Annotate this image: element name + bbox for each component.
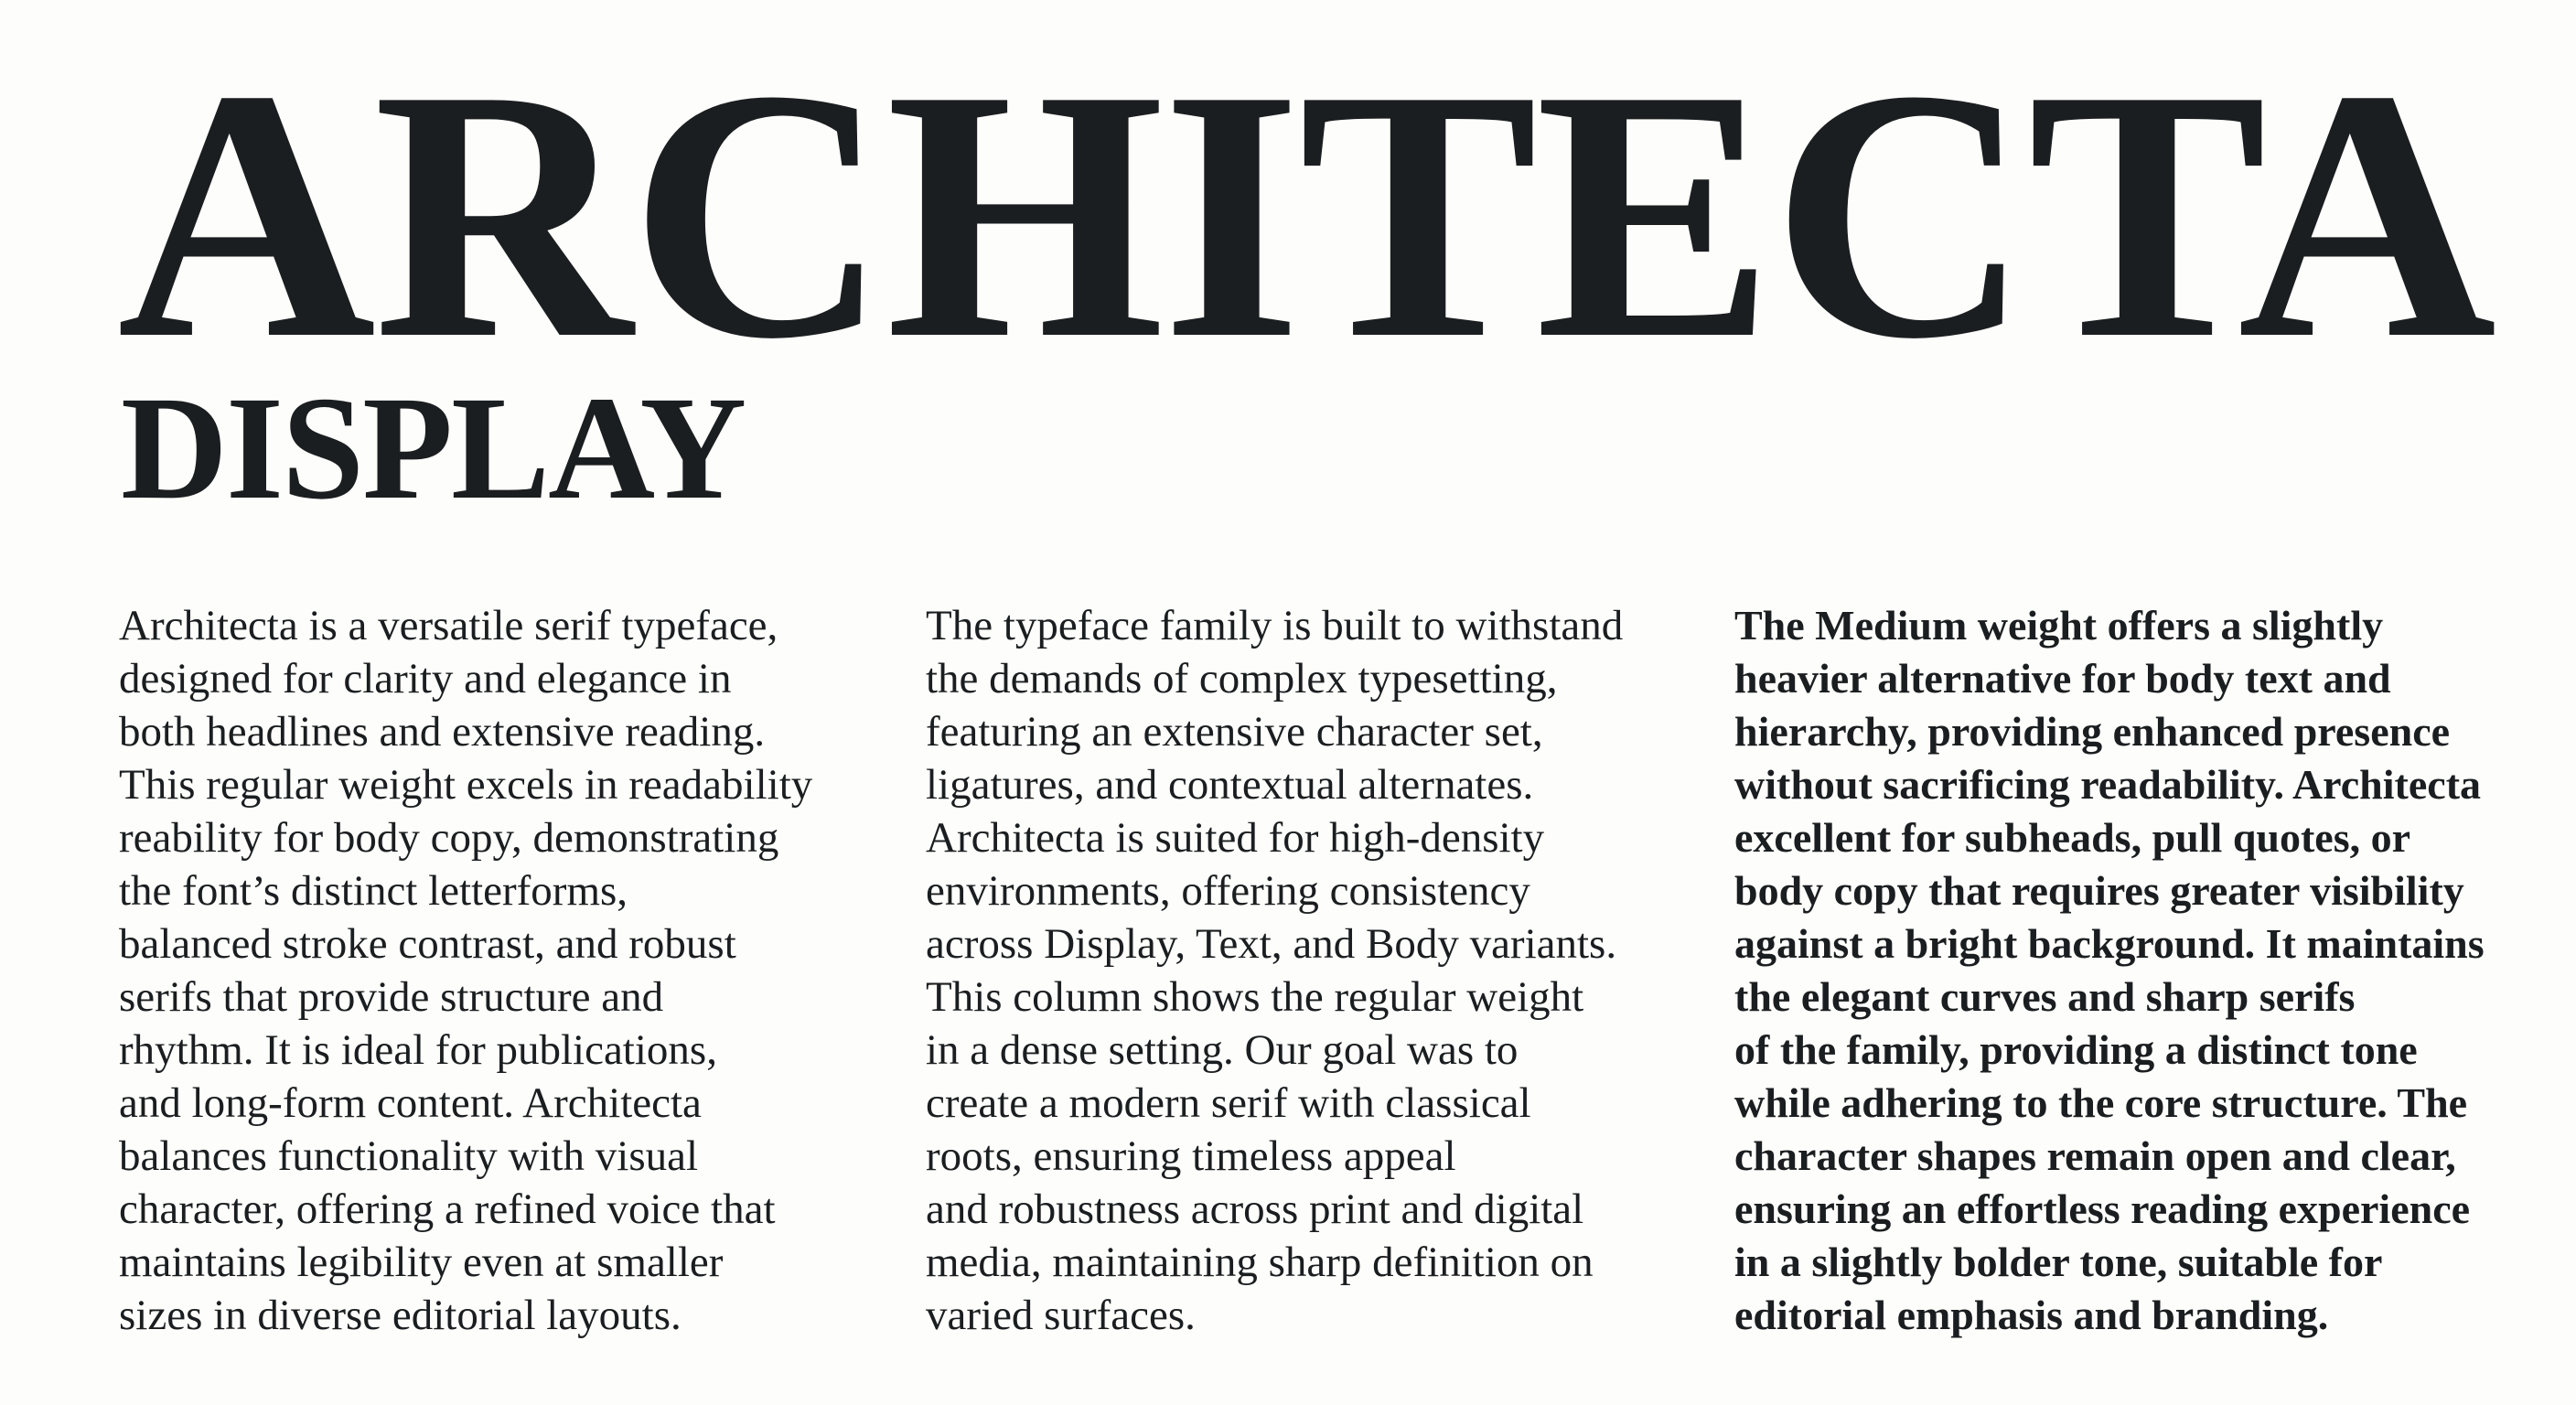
text-line: balances functionality with visual xyxy=(119,1132,699,1180)
text-line: ligatures, and contextual alternates. xyxy=(926,761,1534,809)
text-line: varied surfaces. xyxy=(926,1292,1196,1339)
text-line: of the family, providing a distinct tone xyxy=(1734,1026,2418,1073)
text-line: and robustness across print and digital xyxy=(926,1185,1584,1233)
text-line: character, offering a refined voice that xyxy=(119,1185,776,1233)
text-line: designed for clarity and elegance in xyxy=(119,655,732,702)
body-column-medium xyxy=(1734,599,2494,1342)
text-line: in a slightly bolder tone, suitable for xyxy=(1734,1239,2383,1285)
text-line: editorial emphasis and branding. xyxy=(1734,1292,2329,1338)
text-line: This column shows the regular weight xyxy=(926,973,1584,1021)
text-line: both headlines and extensive reading. xyxy=(119,708,766,756)
text-line: The Medium weight offers a slightly xyxy=(1734,602,2384,649)
text-line: serifs that provide structure and xyxy=(119,973,664,1021)
text-line: balanced stroke contrast, and robust xyxy=(119,920,736,968)
text-line: reability for body copy, demonstrating xyxy=(119,814,779,862)
text-line: character shapes remain open and clear, xyxy=(1734,1132,2456,1179)
text-line: heavier alternative for body text and xyxy=(1734,655,2391,702)
text-line: rhythm. It is ideal for publications, xyxy=(119,1026,717,1074)
body-column-dense xyxy=(926,599,1685,1342)
specimen-subtitle: DISPLAY xyxy=(121,367,746,531)
text-line: media, maintaining sharp definition on xyxy=(926,1239,1594,1286)
text-line: without sacrificing readability. Architecta xyxy=(1734,761,2482,808)
text-line: featuring an extensive character set, xyxy=(926,708,1543,756)
text-line: the font’s distinct letterforms, xyxy=(119,867,628,915)
text-line: the elegant curves and sharp serifs xyxy=(1734,973,2356,1020)
text-line: sizes in diverse editorial layouts. xyxy=(119,1292,682,1339)
body-column-regular xyxy=(119,599,878,1342)
text-line: and long-form content. Architecta xyxy=(119,1079,702,1127)
text-line: against a bright background. It maintains xyxy=(1734,920,2485,967)
text-line: Architecta is suited for high-density xyxy=(926,814,1545,862)
text-line: across Display, Text, and Body variants. xyxy=(926,920,1617,968)
text-line: the demands of complex typesetting, xyxy=(926,655,1558,702)
text-line: This regular weight excels in readability xyxy=(119,761,813,809)
text-line: ensuring an effortless reading experience xyxy=(1734,1185,2471,1232)
text-line: body copy that requires greater visibility xyxy=(1734,867,2464,914)
text-line: create a modern serif with classical xyxy=(926,1079,1531,1127)
text-line: while adhering to the core structure. The xyxy=(1734,1079,2468,1126)
text-line: roots, ensuring timeless appeal xyxy=(926,1132,1456,1180)
text-line: The typeface family is built to withstand xyxy=(926,602,1624,649)
text-line: environments, offering consistency xyxy=(926,867,1530,915)
text-line: Architecta is a versatile serif typeface, xyxy=(119,602,778,649)
text-line: hierarchy, providing enhanced presence xyxy=(1734,708,2451,755)
text-line: excellent for subheads, pull quotes, or xyxy=(1734,814,2411,861)
text-line: maintains legibility even at smaller xyxy=(119,1239,724,1286)
text-line: in a dense setting. Our goal was to xyxy=(926,1026,1519,1074)
specimen-title: ARCHITECTA xyxy=(117,16,2495,413)
